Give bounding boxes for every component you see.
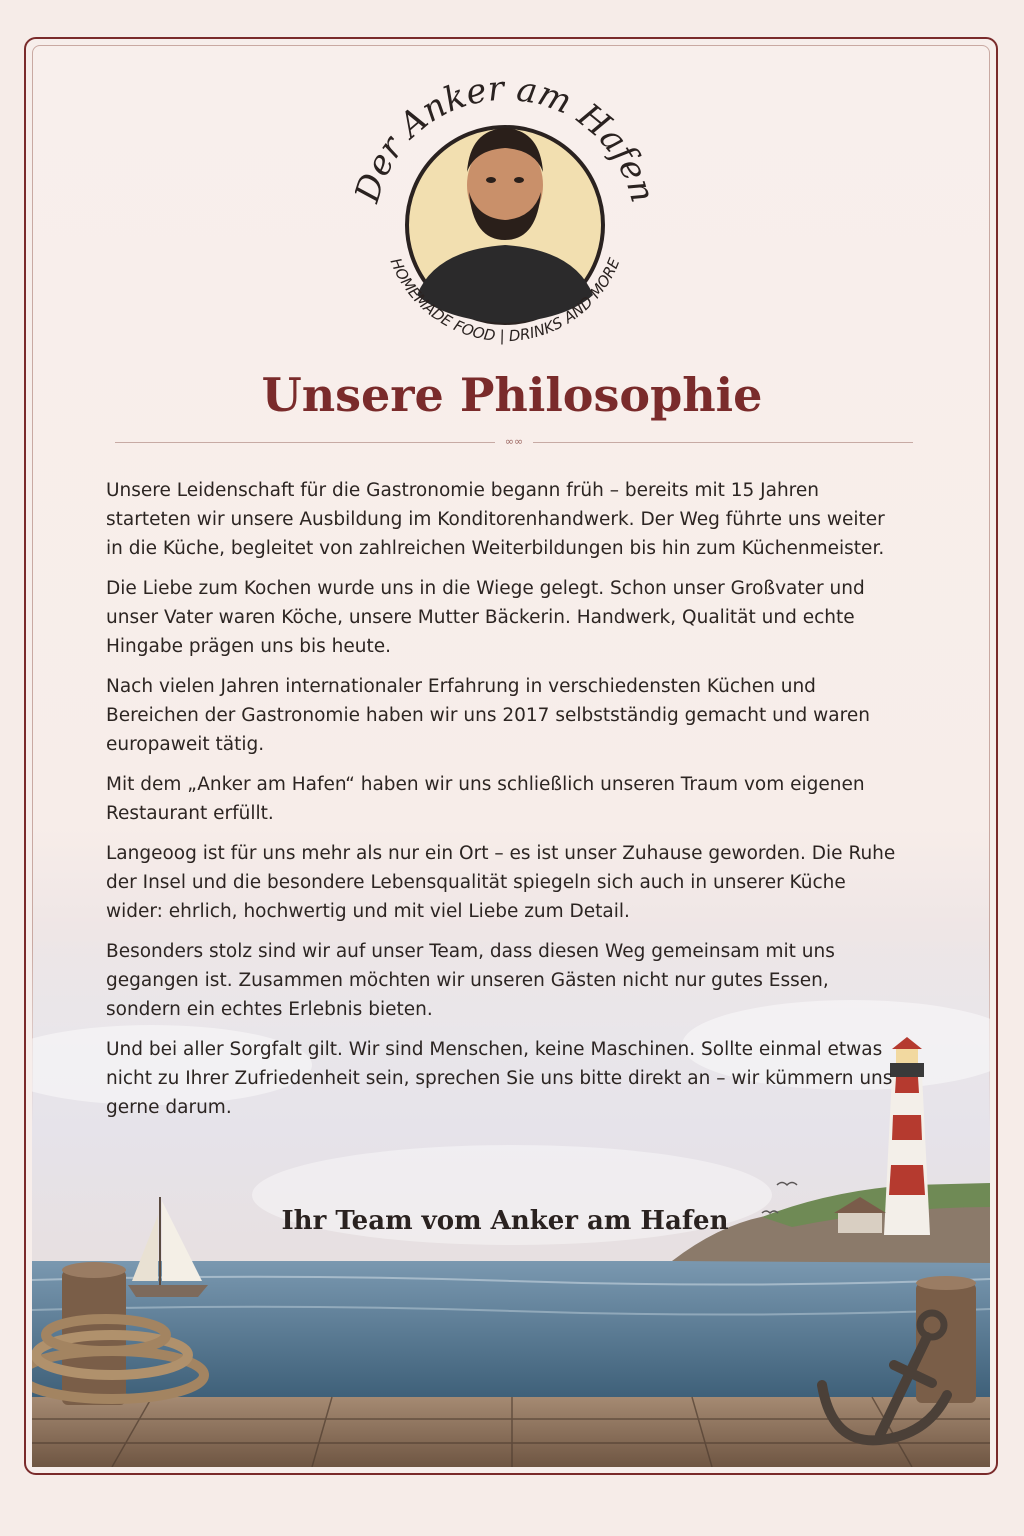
logo-tagline: HOMEMADE FOOD | DRINKS AND MORE: [386, 255, 624, 346]
philosophy-text: [106, 476, 906, 1133]
logo-brand-text: er Anker am Hafe: [357, 80, 655, 188]
paragraph: Mit dem „Anker am Hafen“ haben wir uns schließlich unseren Traum vom eigenen Restaurant erfüllt.: [106, 774, 865, 824]
restaurant-logo: [355, 80, 655, 350]
sea: [32, 1261, 990, 1401]
paragraph: Nach vielen Jahren internationaler Erfahrung in verschiedensten Küchen und Bereichen der Gastronomie haben wir uns 2017 selbstständig gemacht und waren europaweit tätig.: [106, 676, 870, 755]
paragraph: Langeoog ist für uns mehr als nur ein Ort – es ist unser Zuhause geworden. Die Ruhe der Insel und die besondere Lebensqualität spiegeln sich auch in unserer Küche wider: ehrlich, hochwertig und mit viel Liebe zum Detail.: [106, 843, 896, 922]
paragraph: Besonders stolz sind wir auf unser Team, dass diesen Weg gemeinsam mit uns gegangen ist. Zusammen möchten wir unseren Gästen nicht nur gutes Essen, sondern ein echtes Erlebnis bieten.: [106, 941, 835, 1020]
page-title: Unsere Philosophie: [261, 368, 763, 422]
team-signature: Ihr Team vom Anker am Hafen: [281, 1206, 729, 1236]
paragraph: Die Liebe zum Kochen wurde uns in die Wiege gelegt. Schon unser Großvater und unser Vater waren Köche, unsere Mutter Bäckerin. Handwerk, Qualität und echte Hingabe prägen uns bis heute.: [106, 578, 865, 657]
title-divider: [115, 435, 913, 448]
paragraph: Unsere Leidenschaft für die Gastronomie begann früh – bereits mit 15 Jahren starteten wir unsere Ausbildung im Konditorenhandwerk. Der Weg führte uns weiter in die Küche, begleitet von zahlreichen Weiterbildungen bis hin zum Küchenmeister.: [106, 480, 885, 559]
divider-line: [533, 442, 913, 443]
divider-ornament-icon: ∞∞: [504, 435, 524, 448]
divider-line: [115, 442, 495, 443]
paragraph: Und bei aller Sorgfalt gilt. Wir sind Menschen, keine Maschinen. Sollte einmal etwas nicht zu Ihrer Zufriedenheit sein, sprechen Sie uns bitte direkt an – wir kümmern uns gerne darum.: [106, 1039, 893, 1118]
logo-emblem: [355, 80, 655, 350]
